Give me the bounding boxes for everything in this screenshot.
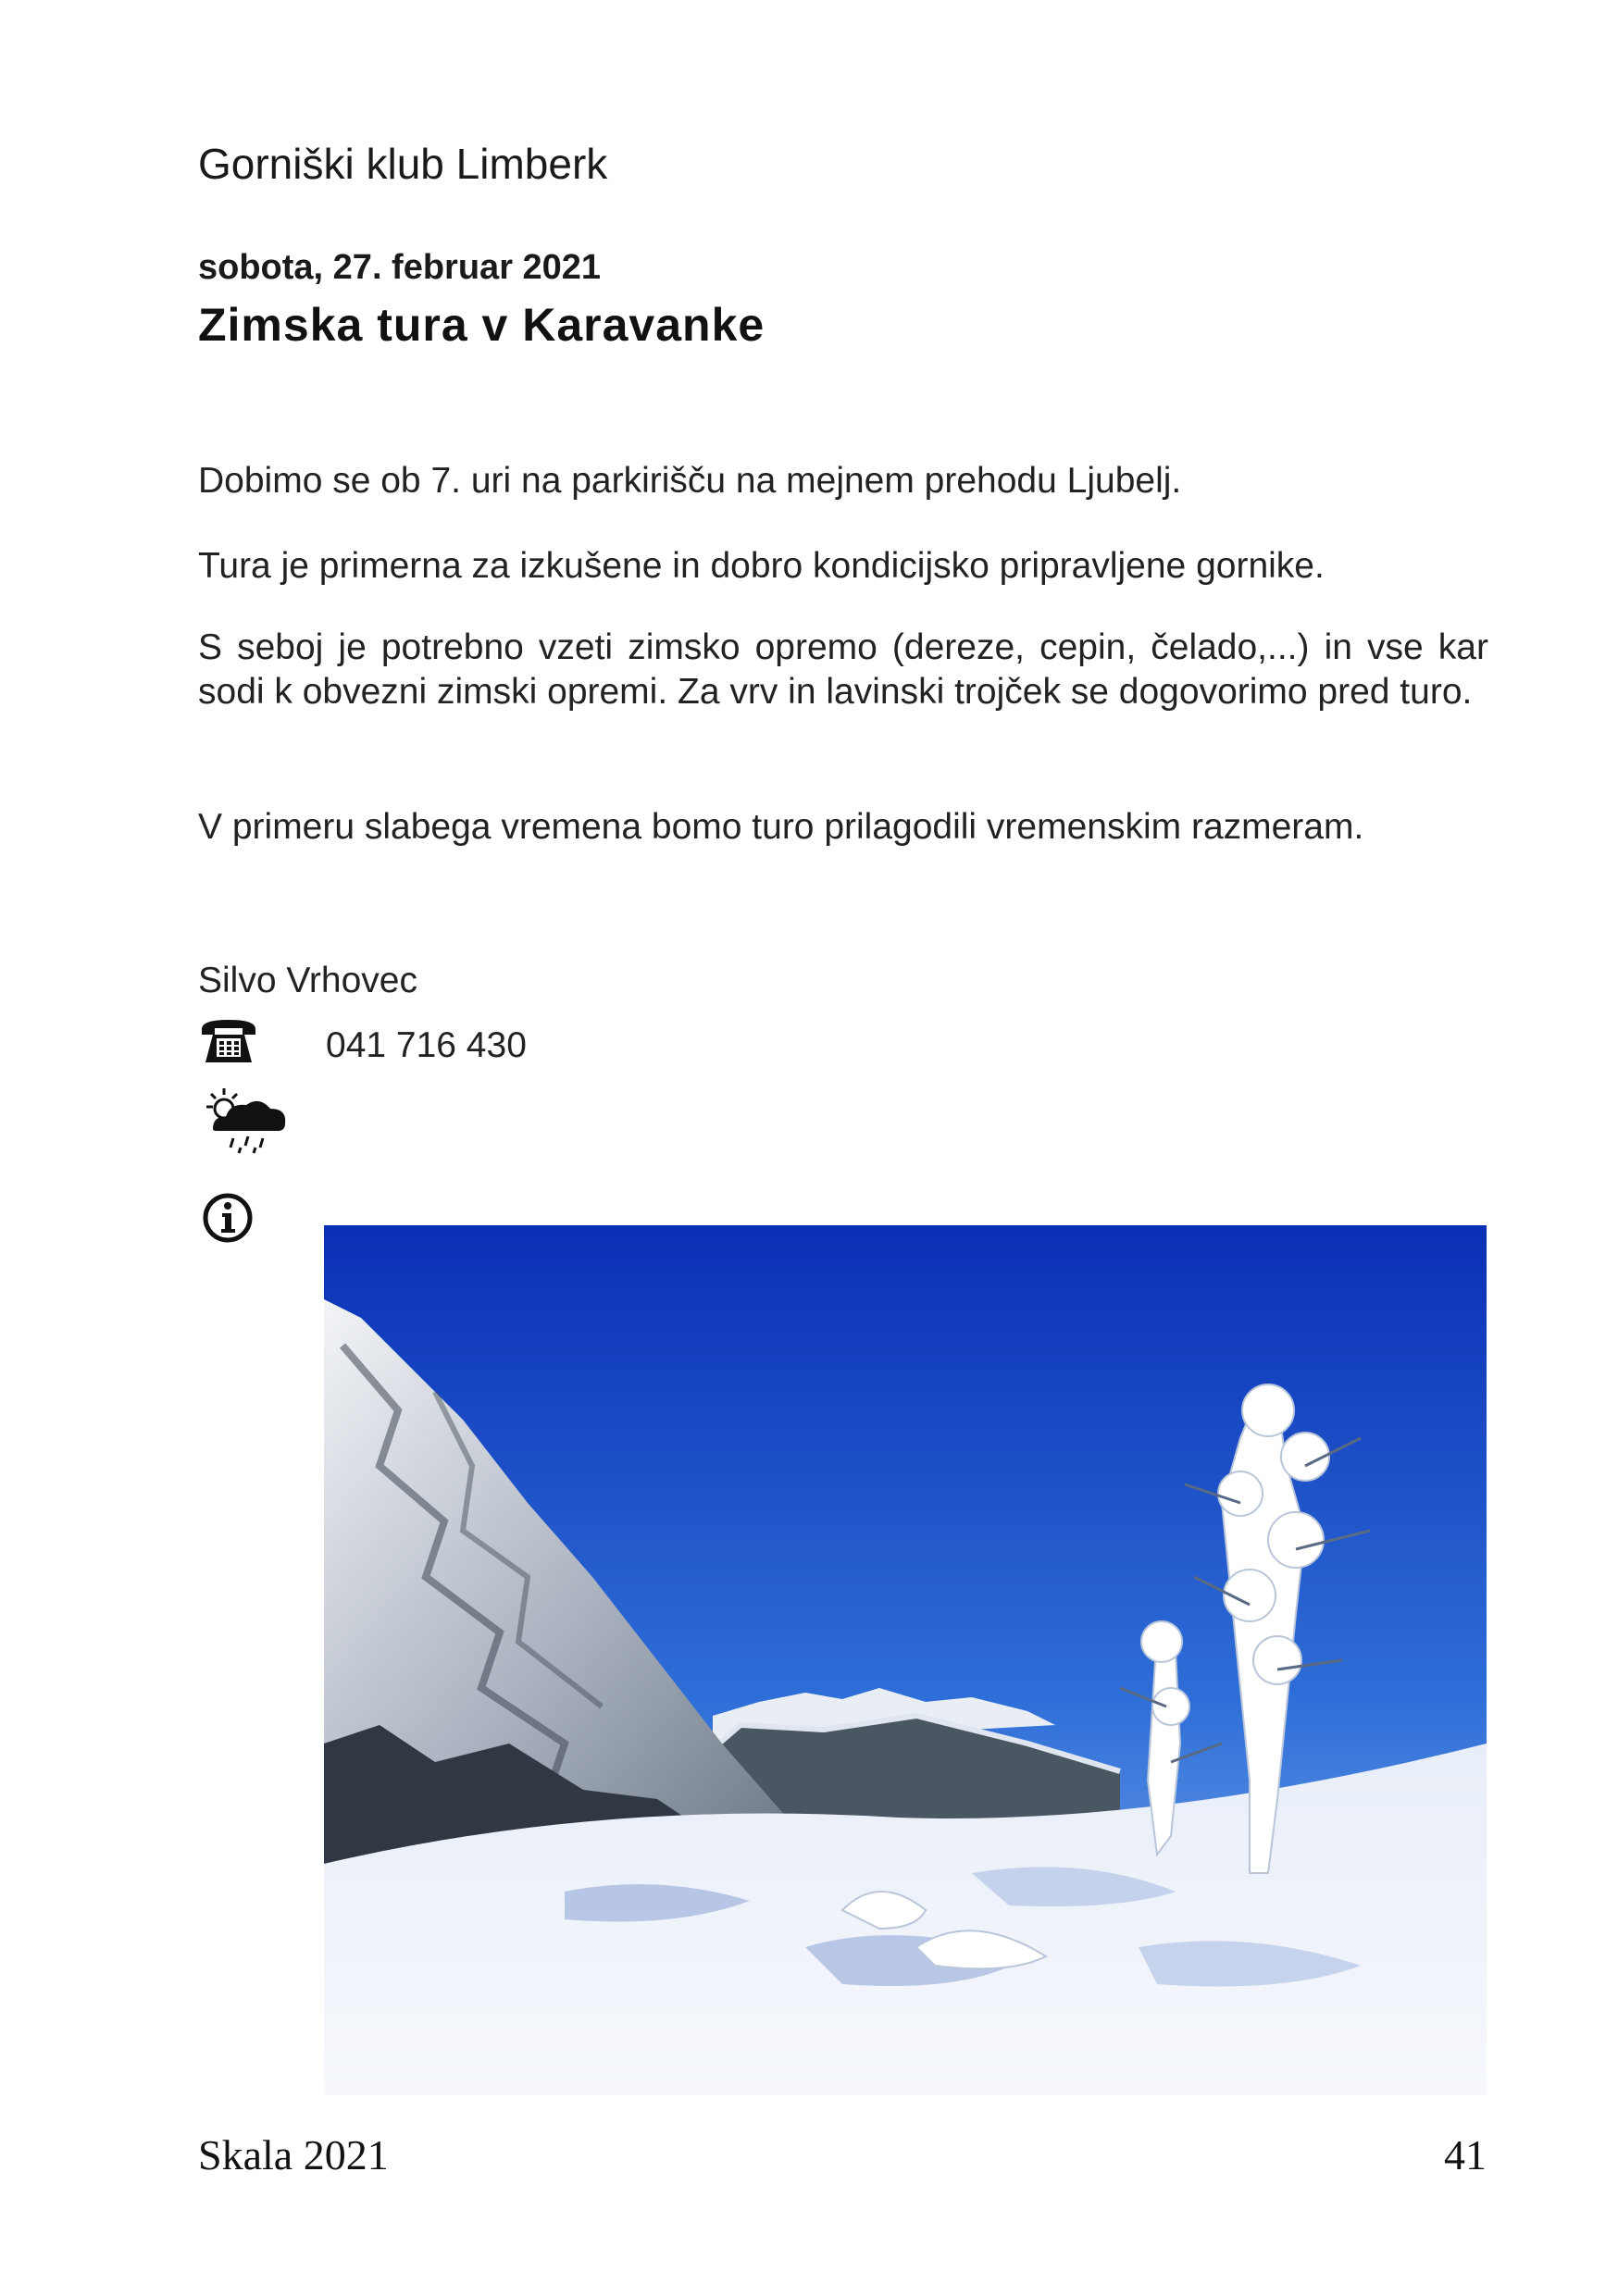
- weather-cloud-rain-icon: [205, 1086, 291, 1155]
- telephone-icon: [198, 1016, 259, 1068]
- event-date: sobota, 27. februar 2021: [198, 248, 602, 287]
- event-title: Zimska tura v Karavanke: [198, 299, 765, 351]
- leader-phone: 041 716 430: [326, 1025, 527, 1065]
- club-name: Gorniški klub Limberk: [198, 140, 608, 188]
- paragraph-weather: V primeru slabega vremena bomo turo prilagodili vremenskim razmeram.: [198, 807, 1364, 847]
- winter-landscape-photo: [324, 1225, 1487, 2095]
- paragraph-meeting: Dobimo se ob 7. uri na parkirišču na mejnem prehodu Ljubelj.: [198, 461, 1182, 501]
- paragraph-equipment: S seboj je potrebno vzeti zimsko opremo (dereze, cepin, čelado,...) in vse kar sodi k obvezni zimski opremi. Za vrv in lavinski trojček se dogovorimo pred turo.: [198, 627, 1488, 712]
- info-icon: [202, 1192, 254, 1244]
- publication-name: Skala 2021: [198, 2131, 389, 2178]
- paragraph-difficulty: Tura je primerna za izkušene in dobro kondicijsko pripravljene gornike.: [198, 546, 1325, 586]
- page-number: 41: [1444, 2131, 1487, 2178]
- leader-name: Silvo Vrhovec: [198, 961, 417, 1000]
